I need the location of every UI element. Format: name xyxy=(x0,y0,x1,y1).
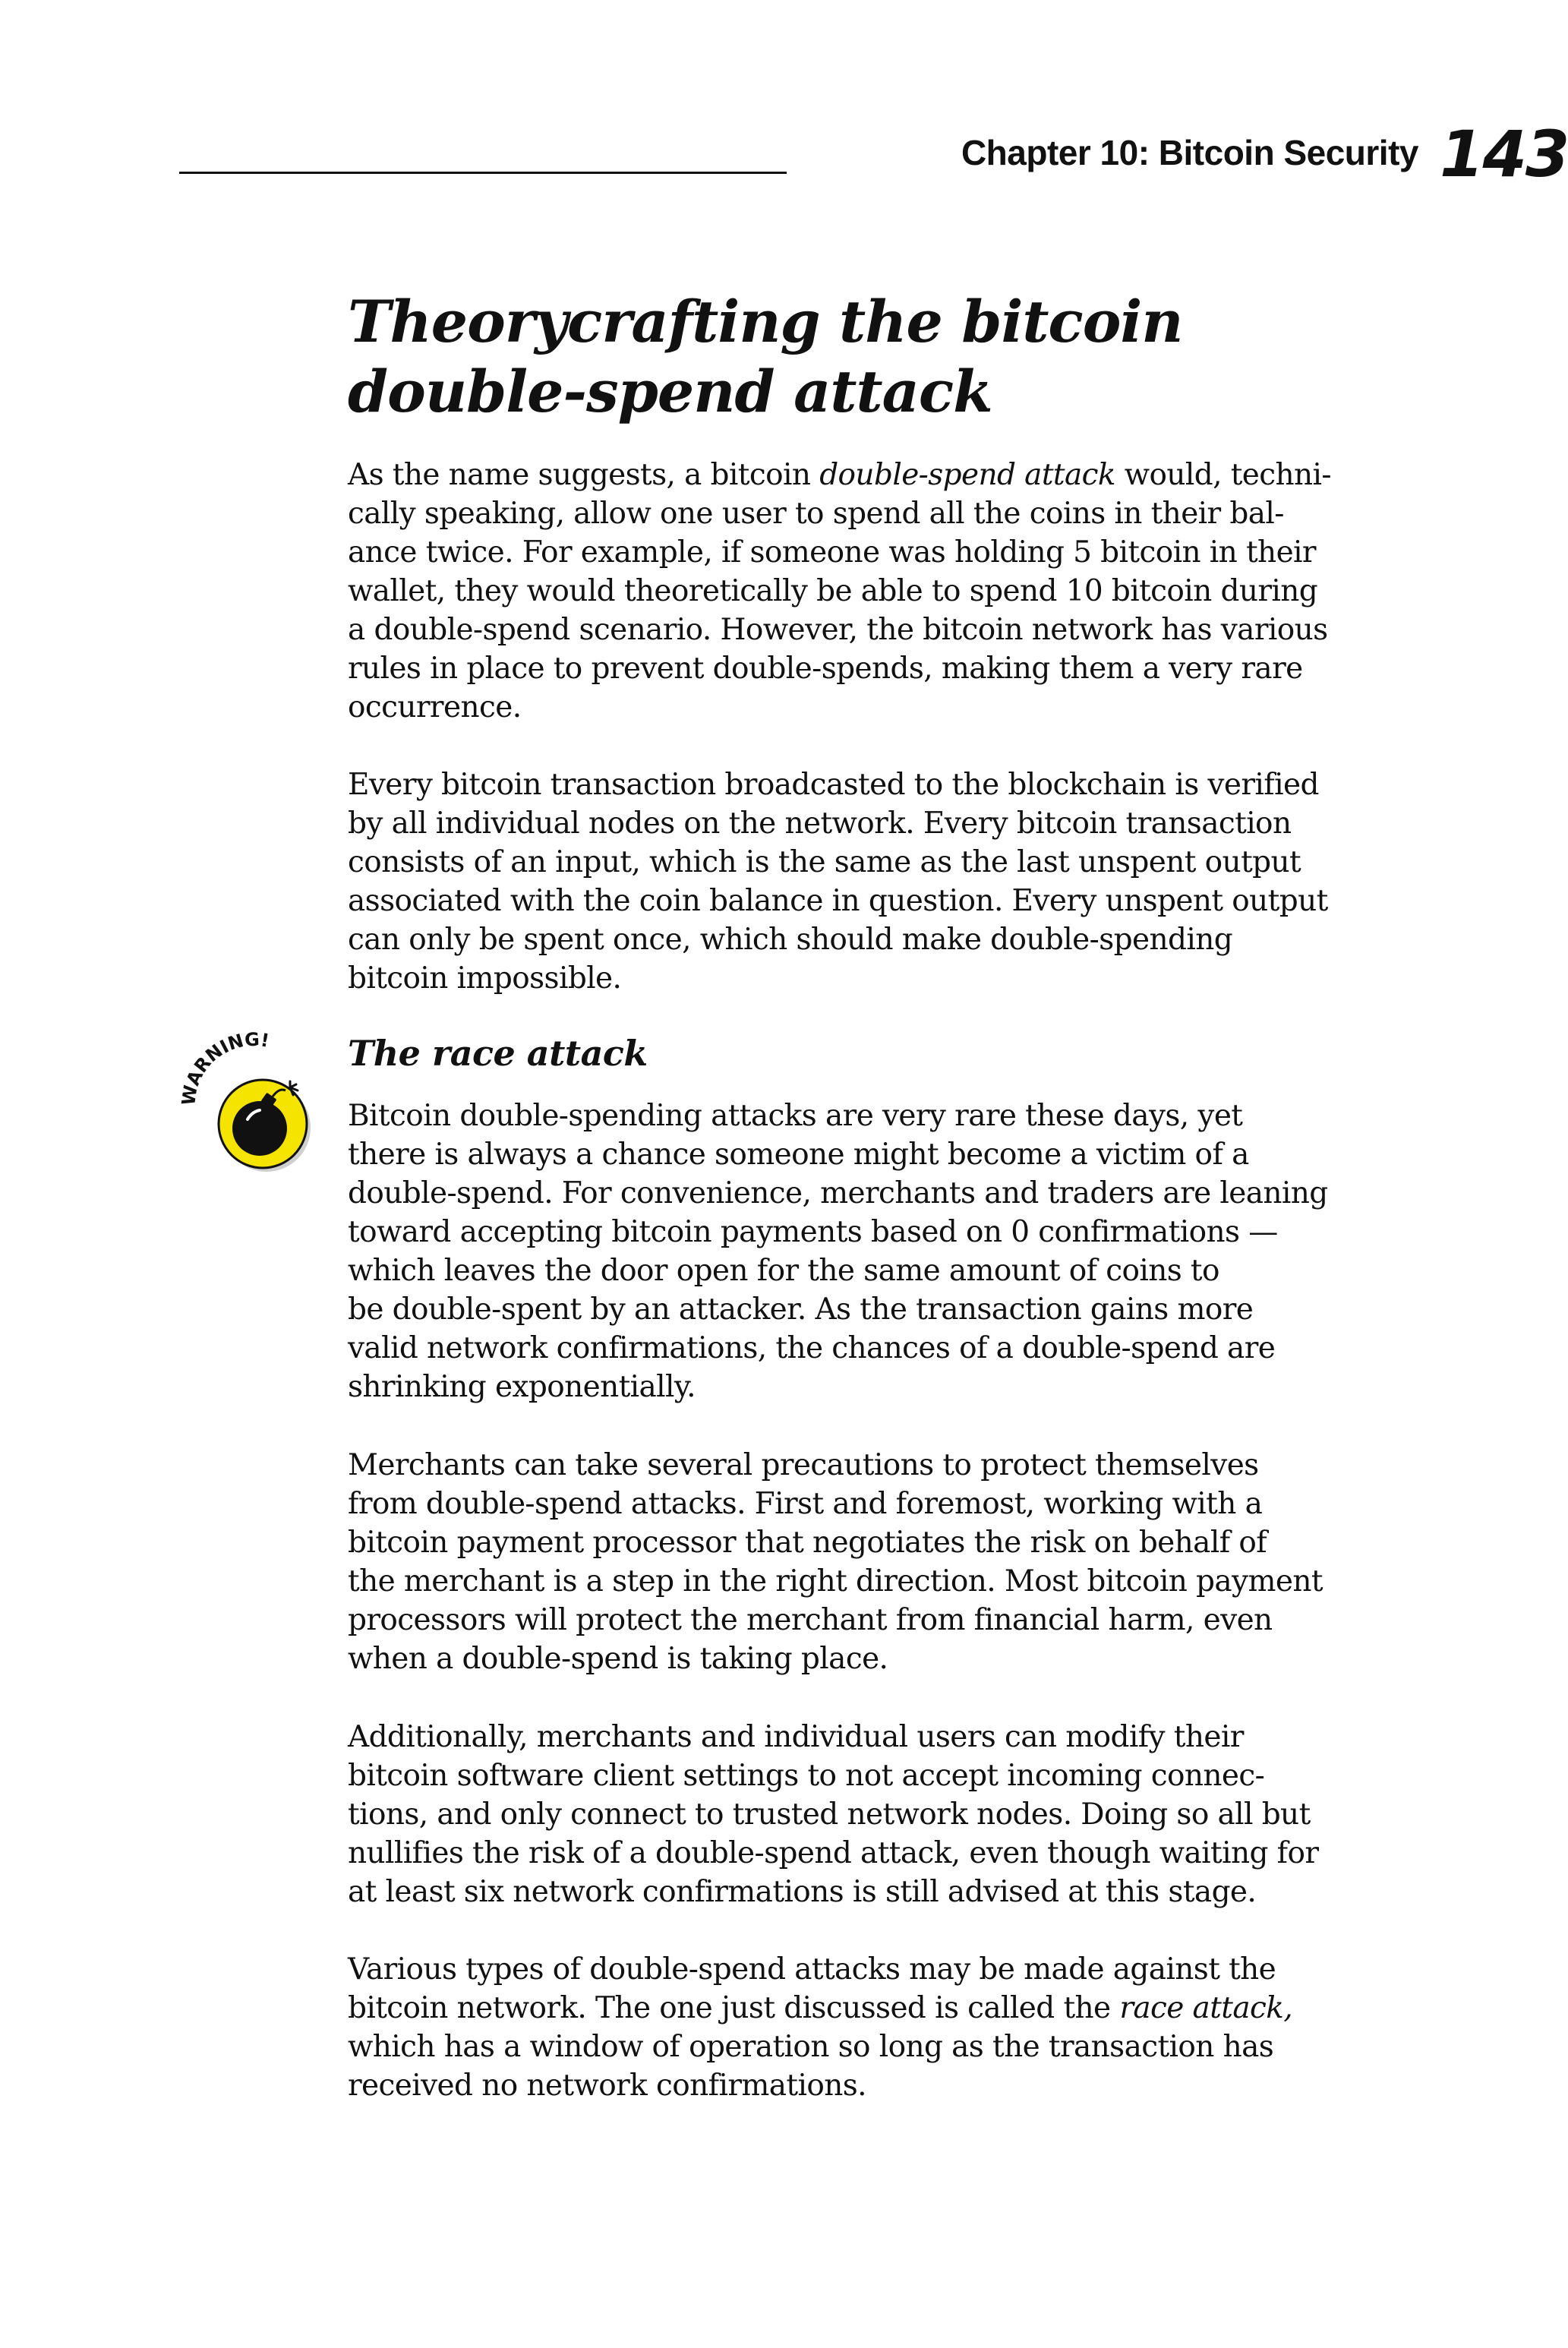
race-attack-paragraph xyxy=(348,1097,1396,1406)
warning-icon xyxy=(179,1030,323,1174)
paragraph-line: valid network confirmations, the chances of a double-spend are xyxy=(348,1331,1276,1365)
paragraph-line: tions, and only connect to trusted network nodes. Doing so all but xyxy=(348,1797,1311,1832)
paragraph-line: can only be spent once, which should make double-spending xyxy=(348,923,1233,957)
paragraph-line: which leaves the door open for the same amount of coins to xyxy=(348,1254,1219,1288)
paragraph-line: consists of an input, which is the same as the last unspent output xyxy=(348,845,1301,879)
paragraph-line: processors will protect the merchant from financial harm, even xyxy=(348,1603,1273,1637)
paragraph-line: Merchants can take several precautions to protect themselves xyxy=(348,1448,1259,1482)
paragraph-line: Additionally, merchants and individual users can modify their xyxy=(348,1720,1244,1754)
section-title xyxy=(348,287,1411,427)
term-double-spend-attack: double-spend attack xyxy=(819,458,1115,492)
paragraph-line: Bitcoin double-spending attacks are very rare these days, yet xyxy=(348,1099,1243,1133)
paragraph-line: rules in place to prevent double-spends, making them a very rare xyxy=(348,652,1303,686)
paragraph-line: Various types of double-spend attacks may be made against the xyxy=(348,1952,1276,1987)
paragraph-line: nullifies the risk of a double-spend attack, even though waiting for xyxy=(348,1836,1319,1870)
paragraph-line: received no network confirmations. xyxy=(348,2069,866,2103)
paragraph-line: be double-spent by an attacker. As the transaction gains more xyxy=(348,1292,1254,1327)
paragraph-line: a double-spend scenario. However, the bitcoin network has various xyxy=(348,613,1328,647)
bomb-icon xyxy=(179,1030,323,1174)
paragraph-line: which has a window of operation so long as the transaction has xyxy=(348,2030,1274,2064)
intro-paragraph xyxy=(348,456,1396,727)
paragraph-line: the merchant is a step in the right direction. Most bitcoin payment xyxy=(348,1564,1323,1598)
verification-paragraph xyxy=(348,765,1396,998)
running-head xyxy=(179,117,1568,191)
paragraph-line: ance twice. For example, if someone was holding 5 bitcoin in their xyxy=(348,535,1316,570)
paragraph-line: bitcoin network. The one just discussed is called the race attack, xyxy=(348,1991,1293,2025)
paragraph-line: Every bitcoin transaction broadcasted to the blockchain is verified xyxy=(348,768,1319,802)
paragraph-line: bitcoin software client settings to not accept incoming connec- xyxy=(348,1759,1265,1793)
paragraph-line: occurrence. xyxy=(348,690,522,724)
paragraph-line: associated with the coin balance in question. Every unspent output xyxy=(348,884,1328,918)
subsection-title: The race attack xyxy=(348,1033,648,1074)
paragraph-line: bitcoin payment processor that negotiates the risk on behalf of xyxy=(348,1526,1267,1560)
section-title-line: double-spend attack xyxy=(348,358,992,425)
paragraph-line: wallet, they would theoretically be able to spend 10 bitcoin during xyxy=(348,574,1318,608)
header-rule xyxy=(179,172,787,174)
paragraph-line: from double-spend attacks. First and foremost, working with a xyxy=(348,1487,1263,1521)
paragraph-line: bitcoin impossible. xyxy=(348,961,622,996)
page-number: 143 xyxy=(1440,117,1568,191)
chapter-title: Chapter 10: Bitcoin Security xyxy=(961,133,1418,172)
section-title-line: Theorycrafting the bitcoin xyxy=(348,288,1183,355)
attack-types-paragraph xyxy=(348,1950,1396,2105)
paragraph-line: at least six network confirmations is still advised at this stage. xyxy=(348,1875,1257,1909)
paragraph-line: shrinking exponentially. xyxy=(348,1370,696,1404)
warning-label: WARNING! xyxy=(179,1030,271,1107)
merchant-precautions-paragraph xyxy=(348,1446,1396,1678)
paragraph-line: As the name suggests, a bitcoin double-spend attack would, techni- xyxy=(348,458,1332,492)
paragraph-line: there is always a chance someone might become a victim of a xyxy=(348,1138,1249,1172)
paragraph-line: when a double-spend is taking place. xyxy=(348,1642,888,1676)
client-settings-paragraph xyxy=(348,1718,1396,1911)
paragraph-line: by all individual nodes on the network. Every bitcoin transaction xyxy=(348,806,1292,841)
paragraph-line: double-spend. For convenience, merchants and traders are leaning xyxy=(348,1176,1328,1210)
paragraph-line: cally speaking, allow one user to spend all the coins in their bal- xyxy=(348,497,1284,531)
paragraph-line: toward accepting bitcoin payments based on 0 confirmations — xyxy=(348,1215,1278,1249)
term-race-attack: race attack, xyxy=(1119,1991,1293,2025)
